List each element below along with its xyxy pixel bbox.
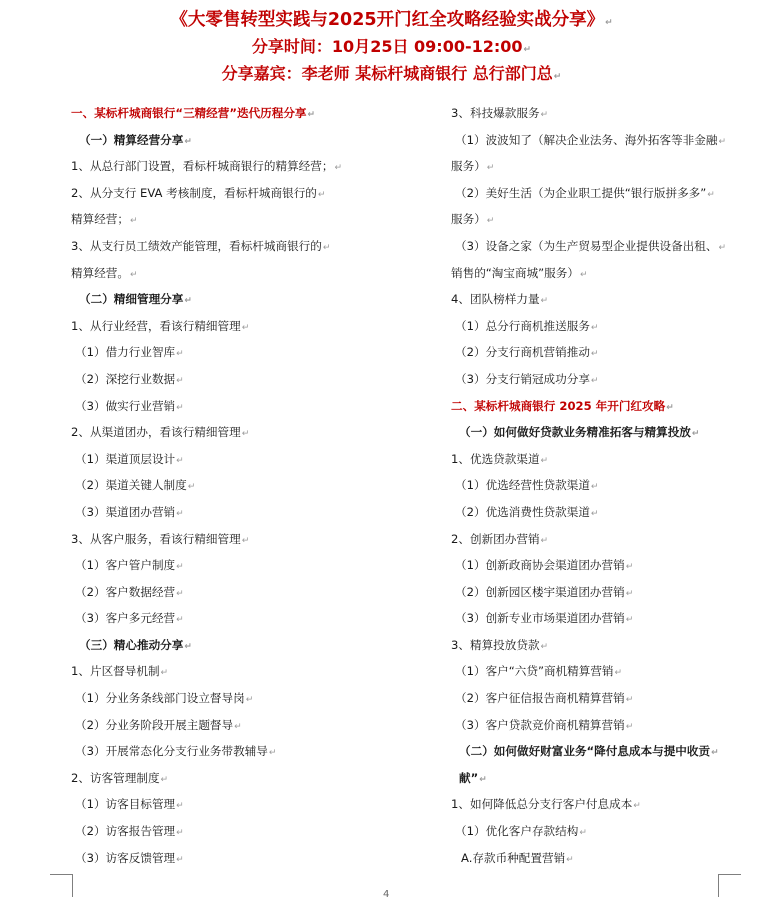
outline-text: （2）渠道关键人制度 — [75, 478, 187, 493]
paragraph-mark-icon: ↵ — [614, 668, 623, 679]
outline-text: 销售的“淘宝商城”服务） — [451, 265, 579, 280]
outline-line — [71, 419, 436, 446]
paragraph-mark-icon: ↵ — [590, 349, 599, 360]
outline-line — [71, 446, 436, 473]
outline-text: （二）如何做好财富业务“降付息成本与提中收贡 — [459, 744, 711, 759]
outline-line — [71, 366, 436, 393]
outline-line — [71, 260, 436, 287]
outline-text: 2、创新团办营销 — [451, 531, 540, 546]
paragraph-mark-icon: ↵ — [633, 801, 641, 812]
paragraph-mark-icon: ↵ — [234, 721, 242, 732]
outline-text: 献” — [459, 770, 479, 785]
outline-line — [451, 685, 741, 712]
outline-text: 1、如何降低总分支行客户付息成本 — [451, 797, 633, 812]
outline-line — [71, 712, 436, 739]
paragraph-mark-icon: ↵ — [486, 216, 495, 227]
paragraph-mark-icon: ↵ — [540, 455, 549, 466]
paragraph-mark-icon: ↵ — [129, 269, 138, 280]
paragraph-mark-icon: ↵ — [176, 801, 184, 812]
outline-line — [451, 738, 741, 765]
outline-text: （2）美好生活（为企业职工提供“银行版拼多多” — [455, 185, 707, 200]
outline-text: A.存款币种配置营销 — [461, 850, 566, 865]
outline-line — [71, 339, 436, 366]
outline-line — [71, 472, 436, 499]
outline-text: （2）客户征信报告商机精算营销 — [455, 691, 625, 706]
paragraph-mark-icon: ↵ — [160, 668, 169, 679]
outline-text: 一、某标杆城商银行“三精经营”迭代历程分享 — [71, 106, 307, 120]
outline-line — [451, 206, 741, 233]
outline-text: （3）创新专业市场渠道团办营销 — [455, 611, 625, 626]
outline-line — [71, 499, 436, 526]
paragraph-mark-icon: ↵ — [241, 322, 250, 333]
paragraph-mark-icon: ↵ — [666, 402, 674, 413]
outline-line — [71, 286, 436, 313]
outline-text: （2）访客报告管理 — [75, 824, 176, 839]
outline-text: （2）创新园区楼宇渠道团办营销 — [455, 584, 625, 599]
outline-text: （1）分业务条线部门设立督导岗 — [75, 691, 245, 706]
paragraph-mark-icon: ↵ — [176, 508, 184, 519]
outline-line — [71, 791, 436, 818]
outline-text: （1）客户“六贷”商机精算营销 — [455, 664, 614, 679]
outline-line — [71, 579, 436, 606]
outline-text: （一）如何做好贷款业务精准拓客与精算投放 — [459, 425, 691, 440]
crop-mark-bottom-left — [50, 874, 73, 897]
outline-text: 1、片区督导机制 — [71, 664, 160, 679]
outline-line — [71, 233, 436, 260]
outline-text: （1）创新政商协会渠道团办营销 — [455, 558, 625, 573]
outline-line — [451, 339, 741, 366]
paragraph-mark-icon: ↵ — [590, 508, 599, 519]
outline-text: （一）精算经营分享 — [79, 132, 184, 147]
outline-line — [71, 738, 436, 765]
outline-text: （1）波波知了（解决企业法务、海外拓客等非金融 — [455, 132, 718, 147]
left-column — [71, 100, 436, 871]
outline-text: （3）做实行业营销 — [75, 398, 176, 413]
paragraph-mark-icon: ↵ — [579, 269, 588, 280]
paragraph-mark-icon: ↵ — [718, 136, 726, 147]
share-speaker: 分享嘉宾：李老师 某标杆城商银行 总行部门总↵ — [221, 64, 562, 83]
outline-text: 3、从客户服务，看该行精细管理 — [71, 531, 241, 546]
paragraph-mark-icon: ↵ — [184, 296, 192, 307]
outline-line — [451, 818, 741, 845]
outline-line — [451, 313, 741, 340]
outline-line — [71, 526, 436, 553]
paragraph-mark-icon: ↵ — [711, 748, 719, 759]
outline-text: （1）优化客户存款结构 — [455, 824, 579, 839]
outline-line — [451, 233, 741, 260]
outline-line — [71, 180, 436, 207]
outline-line — [451, 552, 741, 579]
outline-text: （3）访客反馈管理 — [75, 850, 176, 865]
outline-text: （2）客户数据经营 — [75, 584, 176, 599]
paragraph-mark-icon: ↵ — [625, 562, 634, 573]
share-time: 分享时间：10月25日 09:00-12:00↵ — [251, 37, 532, 56]
outline-text: 3、精算投放贷款 — [451, 637, 540, 652]
crop-mark-bottom-right — [718, 874, 741, 897]
outline-text: （3）渠道团办营销 — [75, 504, 176, 519]
outline-text: （1）优选经营性贷款渠道 — [455, 478, 590, 493]
outline-text: （2）分业务阶段开展主题督导 — [75, 717, 234, 732]
outline-line — [71, 605, 436, 632]
paragraph-mark-icon: ↵ — [245, 695, 254, 706]
paragraph-mark-icon: ↵ — [625, 615, 634, 626]
outline-line — [451, 100, 741, 127]
outline-text: （3）开展常态化分支行业务带教辅导 — [75, 744, 268, 759]
paragraph-mark-icon: ↵ — [129, 216, 138, 227]
paragraph-mark-icon: ↵ — [625, 588, 634, 599]
outline-text: 二、某标杆城商银行 2025 年开门红攻略 — [451, 398, 666, 413]
paragraph-mark-icon: ↵ — [322, 242, 331, 253]
paragraph-mark-icon: ↵ — [241, 535, 250, 546]
outline-line — [451, 127, 741, 154]
paragraph-mark-icon: ↵ — [160, 774, 169, 785]
outline-line — [451, 153, 741, 180]
outline-text: 2、访客管理制度 — [71, 770, 160, 785]
outline-line — [71, 685, 436, 712]
paragraph-mark-icon: ↵ — [691, 429, 700, 440]
outline-text: （2）深挖行业数据 — [75, 371, 176, 386]
paragraph-mark-icon: ↵ — [241, 429, 250, 440]
outline-line — [451, 472, 741, 499]
paragraph-mark-icon: ↵ — [334, 163, 342, 174]
outline-text: 1、优选贷款渠道 — [451, 451, 540, 466]
outline-line — [451, 526, 741, 553]
outline-line — [71, 127, 436, 154]
paragraph-mark-icon: ↵ — [187, 482, 196, 493]
outline-text: 4、团队榜样力量 — [451, 292, 540, 307]
outline-text: （3）客户多元经营 — [75, 611, 176, 626]
paragraph-mark-icon: ↵ — [540, 296, 549, 307]
paragraph-mark-icon: ↵ — [176, 588, 184, 599]
outline-line — [71, 153, 436, 180]
right-column — [451, 100, 741, 871]
outline-text: 1、从总行部门设置，看标杆城商银行的精算经营； — [71, 159, 334, 174]
outline-line — [451, 499, 741, 526]
outline-line — [451, 180, 741, 207]
paragraph-mark-icon: ↵ — [540, 641, 549, 652]
outline-text: （3）设备之家（为生产贸易型企业提供设备出租、 — [455, 238, 718, 253]
paragraph-mark-icon: ↵ — [176, 375, 184, 386]
outline-text: 2、从渠道团办，看该行精细管理 — [71, 425, 241, 440]
outline-line — [71, 632, 436, 659]
outline-text: 3、从支行员工绩效产能管理，看标杆城商银行的 — [71, 238, 322, 253]
outline-line — [71, 313, 436, 340]
paragraph-mark-icon: ↵ — [625, 695, 634, 706]
outline-text: 服务） — [451, 212, 486, 227]
document-title: 《大零售转型实践与2025开门红全攻略经验实战分享》↵ — [170, 10, 613, 30]
paragraph-mark-icon: ↵ — [590, 322, 599, 333]
paragraph-mark-icon: ↵ — [486, 163, 495, 174]
paragraph-mark-icon: ↵ — [317, 189, 326, 200]
outline-text: 精算经营。 — [71, 265, 129, 280]
outline-line — [451, 286, 741, 313]
paragraph-mark-icon: ↵ — [184, 136, 192, 147]
paragraph-mark-icon: ↵ — [176, 349, 184, 360]
paragraph-mark-icon: ↵ — [590, 482, 599, 493]
paragraph-mark-icon: ↵ — [590, 375, 599, 386]
outline-line — [71, 658, 436, 685]
outline-text: 服务） — [451, 159, 486, 174]
outline-line — [451, 579, 741, 606]
outline-line — [71, 393, 436, 420]
outline-line — [451, 260, 741, 287]
outline-text: 3、科技爆款服务 — [451, 106, 540, 120]
outline-line — [71, 845, 436, 872]
outline-text: 1、从行业经营，看该行精细管理 — [71, 318, 241, 333]
outline-line — [71, 206, 436, 233]
outline-line — [71, 818, 436, 845]
outline-text: （2）分支行商机营销推动 — [455, 345, 590, 360]
paragraph-mark-icon: ↵ — [540, 535, 549, 546]
paragraph-mark-icon: ↵ — [307, 110, 316, 120]
paragraph-mark-icon: ↵ — [268, 748, 277, 759]
outline-text: （3）客户贷款竞价商机精算营销 — [455, 717, 625, 732]
outline-line — [71, 552, 436, 579]
outline-text: （3）分支行销冠成功分享 — [455, 371, 590, 386]
outline-line — [451, 605, 741, 632]
outline-text: （二）精细管理分享 — [79, 292, 184, 307]
paragraph-mark-icon: ↵ — [176, 562, 184, 573]
outline-line — [451, 419, 741, 446]
outline-line — [451, 845, 741, 872]
paragraph-mark-icon: ↵ — [176, 854, 184, 865]
outline-text: 2、从分支行 EVA 考核制度，看标杆城商银行的 — [71, 185, 317, 200]
paragraph-mark-icon: ↵ — [579, 828, 587, 839]
paragraph-mark-icon: ↵ — [707, 189, 715, 200]
outline-text: （1）借力行业智库 — [75, 345, 176, 360]
outline-line — [451, 446, 741, 473]
outline-line — [451, 632, 741, 659]
paragraph-mark-icon: ↵ — [718, 242, 726, 253]
paragraph-mark-icon: ↵ — [176, 402, 184, 413]
outline-line — [71, 765, 436, 792]
outline-line — [451, 765, 741, 792]
paragraph-mark-icon: ↵ — [184, 641, 192, 652]
outline-text: （1）渠道顶层设计 — [75, 451, 176, 466]
paragraph-mark-icon: ↵ — [176, 615, 184, 626]
paragraph-mark-icon: ↵ — [176, 455, 184, 466]
outline-text: 精算经营； — [71, 212, 129, 227]
page-number: 4 — [383, 889, 390, 900]
outline-line — [451, 658, 741, 685]
paragraph-mark-icon: ↵ — [479, 774, 487, 785]
paragraph-mark-icon: ↵ — [540, 110, 549, 120]
outline-text: （1）客户管户制度 — [75, 558, 176, 573]
outline-line — [451, 393, 741, 420]
outline-text: （1）访客目标管理 — [75, 797, 176, 812]
paragraph-mark-icon: ↵ — [566, 854, 574, 865]
outline-line — [451, 712, 741, 739]
paragraph-mark-icon: ↵ — [625, 721, 634, 732]
outline-line — [71, 100, 436, 127]
outline-text: （2）优选消费性贷款渠道 — [455, 504, 590, 519]
paragraph-mark-icon: ↵ — [176, 828, 184, 839]
outline-text: （三）精心推动分享 — [79, 637, 184, 652]
outline-line — [451, 366, 741, 393]
outline-line — [451, 791, 741, 818]
outline-text: （1）总分行商机推送服务 — [455, 318, 590, 333]
